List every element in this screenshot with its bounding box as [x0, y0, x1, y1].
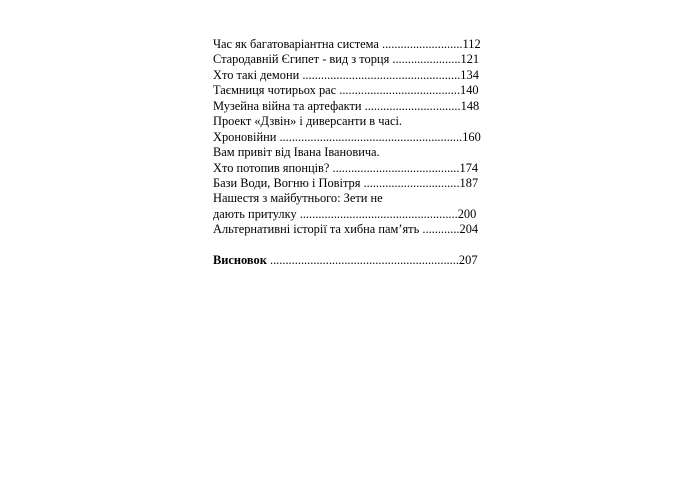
toc-conclusion-title: Висновок — [213, 253, 267, 268]
toc-entry-conclusion — [213, 253, 485, 268]
toc-entry-ivan-line2: Хто потопив японців? .........................................174 — [213, 160, 479, 175]
toc-entry-ancient-egypt: Стародавній Єгипет - вид з торця ......................121 — [213, 52, 480, 67]
toc-entry-invasion-line2: дають притулку ...................................................200 — [213, 206, 477, 221]
toc-entry-alt-histories: Альтернативні історії та хибна пам’ять ............204 — [213, 222, 479, 237]
toc-entry-four-races: Таємниця чотирьох рас .......................................140 — [213, 83, 479, 98]
table-of-contents — [213, 37, 485, 269]
toc-entry-bell-project-line2: Хроновійни ...........................................................160 — [213, 129, 481, 144]
toc-entry-bell-project-line1: Проект «Дзвін» і диверсанти в часі. — [213, 114, 403, 129]
toc-conclusion-leader: .............................................................207 — [266, 253, 478, 268]
toc-entry-time-system: Час як багатоваріантна система ..........................112 — [213, 37, 481, 51]
toc-spacer — [213, 238, 485, 253]
toc-entry-bases: Бази Води, Вогню і Повітря ...............................187 — [213, 175, 479, 190]
toc-entry-ivan-line1: Вам привіт від Івана Івановича. — [213, 145, 380, 160]
toc-entry-museum-war: Музейна війна та артефакти ...............................148 — [213, 98, 480, 113]
toc-entry-demons: Хто такі демони ...................................................134 — [213, 67, 479, 82]
toc-entry-invasion-line1: Нашестя з майбутнього: Зети не — [213, 191, 383, 206]
